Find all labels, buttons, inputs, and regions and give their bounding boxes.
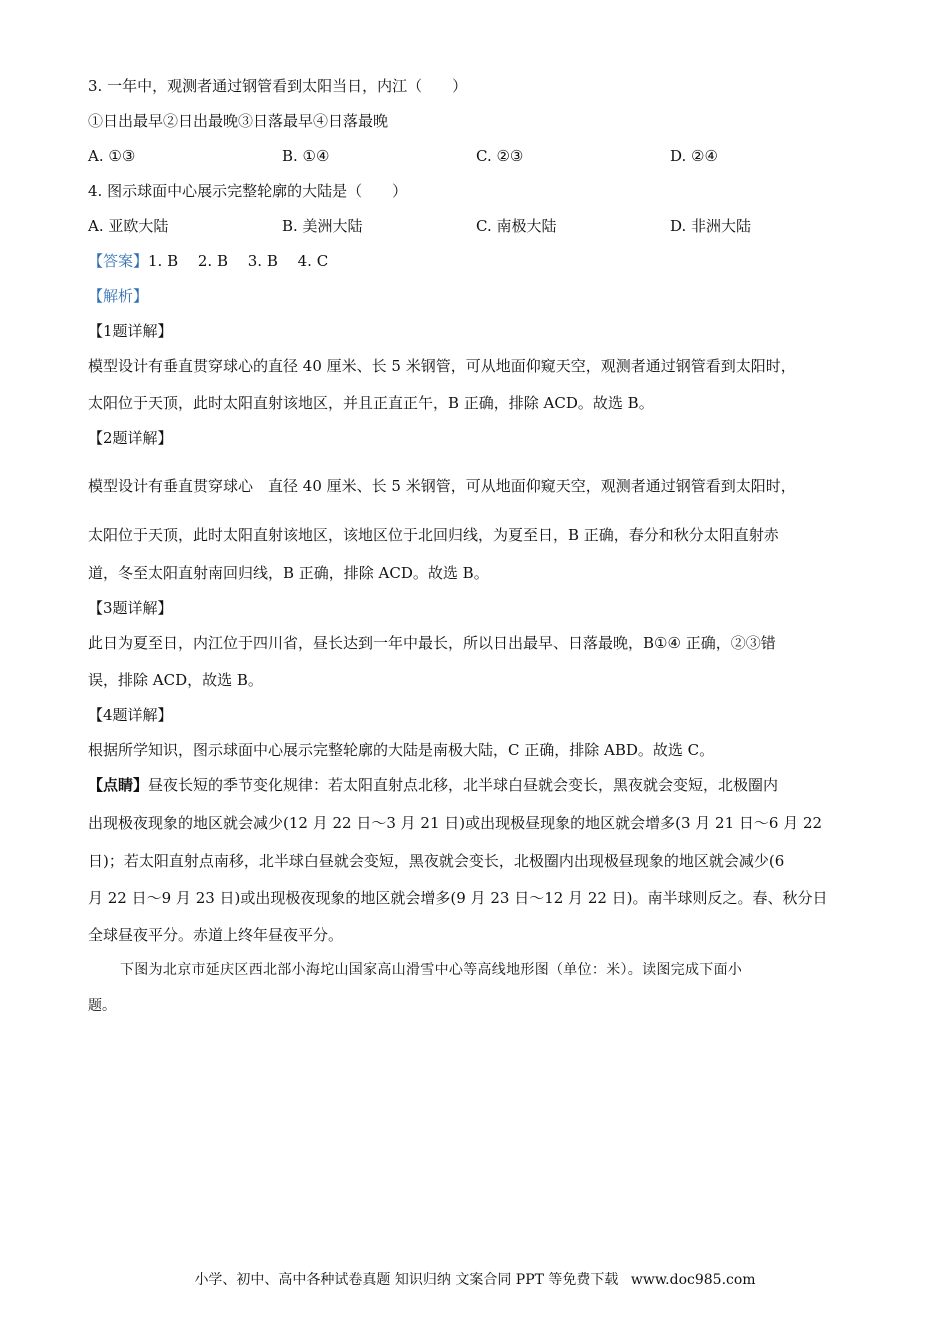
answer-text: 1. B 2. B 3. B 4. C <box>148 252 329 270</box>
detail-3-title: 【3题详解】 <box>88 599 173 617</box>
page-footer <box>0 1270 950 1290</box>
detail-2-title: 【2题详解】 <box>88 429 173 447</box>
intro-line: 题。 <box>88 998 116 1014</box>
tip-line: 日)；若太阳直射点南移，北半球白昼就会变短，黑夜就会变长，北极圈内出现极昼现象的地区就会减少(6 <box>88 852 785 870</box>
detail-3-line: 误，排除 ACD，故选 B。 <box>88 671 263 689</box>
q4-option-c: C. 南极大陆 <box>476 217 557 235</box>
footer-text: 小学、初中、高中各种试卷真题 知识归纳 文案合同 PPT 等免费下载 <box>194 1272 619 1288</box>
tip-label: 【点睛】 <box>88 776 149 794</box>
detail-2-line: 太阳位于天顶，此时太阳直射该地区，该地区位于北回归线，为夏至日，B 正确，春分和秋分太阳直射赤 <box>88 526 779 544</box>
detail-2-line: 道，冬至太阳直射南回归线，B 正确，排除 ACD。故选 B。 <box>88 564 489 582</box>
detail-2-line: 模型设计有垂直贯穿球心 直径 40 厘米、长 5 米钢管，可从地面仰窥天空，观测者通过钢管看到太阳时， <box>88 477 796 495</box>
footer-url[interactable]: www.doc985.com <box>630 1272 756 1288</box>
answer-line <box>88 251 868 271</box>
q3-option-b: B. ①④ <box>282 147 330 165</box>
tip-line: 全球昼夜平分。赤道上终年昼夜平分。 <box>88 926 344 944</box>
q3-stem: 3. 一年中，观测者通过钢管看到太阳当日，内江（ ） <box>88 77 468 95</box>
detail-3-line: 此日为夏至日，内江位于四川省，昼长达到一年中最长，所以日出最早、日落最晚，B①④ 正确，②③错 <box>88 634 776 652</box>
tip-line: 出现极夜现象的地区就会减少(12 月 22 日～3 月 21 日)或出现极昼现象的地区就会增多(3 月 21 日～6 月 22 <box>88 814 823 832</box>
analysis-label: 【解析】 <box>88 287 149 305</box>
q4-option-d: D. 非洲大陆 <box>670 217 752 235</box>
q3-option-d: D. ②④ <box>670 147 718 165</box>
q3-statements: ①日出最早②日出最晚③日落最早④日落最晚 <box>88 112 389 130</box>
detail-1-line: 太阳位于天顶，此时太阳直射该地区，并且正直正午，B 正确，排除 ACD。故选 B。 <box>88 394 654 412</box>
detail-1-title: 【1题详解】 <box>88 322 173 340</box>
q4-stem: 4. 图示球面中心展示完整轮廓的大陆是（ ） <box>88 182 408 200</box>
tip-line: 月 22 日～9 月 23 日)或出现极夜现象的地区就会增多(9 月 23 日～12 月 22 日)。南半球则反之。春、秋分日 <box>88 889 828 907</box>
detail-1-line: 模型设计有垂直贯穿球心的直径 40 厘米、长 5 米钢管，可从地面仰窥天空，观测者通过钢管看到太阳时， <box>88 357 796 375</box>
q3-option-c: C. ②③ <box>476 147 524 165</box>
q3-option-a: A. ①③ <box>88 147 136 165</box>
q4-option-b: B. 美洲大陆 <box>282 217 363 235</box>
detail-4-title: 【4题详解】 <box>88 706 173 724</box>
tip-first-text: 昼夜长短的季节变化规律：若太阳直射点北移，北半球白昼就会变长，黑夜就会变短，北极圈内 <box>148 776 779 794</box>
q4-option-a: A. 亚欧大陆 <box>88 217 169 235</box>
intro-line: 下图为北京市延庆区西北部小海坨山国家高山滑雪中心等高线地形图（单位：米）。读图完成下面小 <box>120 962 743 978</box>
answer-label: 【答案】 <box>88 252 149 270</box>
tip-line <box>88 775 868 795</box>
detail-4-line: 根据所学知识，图示球面中心展示完整轮廓的大陆是南极大陆，C 正确，排除 ABD。故选 C。 <box>88 741 715 759</box>
